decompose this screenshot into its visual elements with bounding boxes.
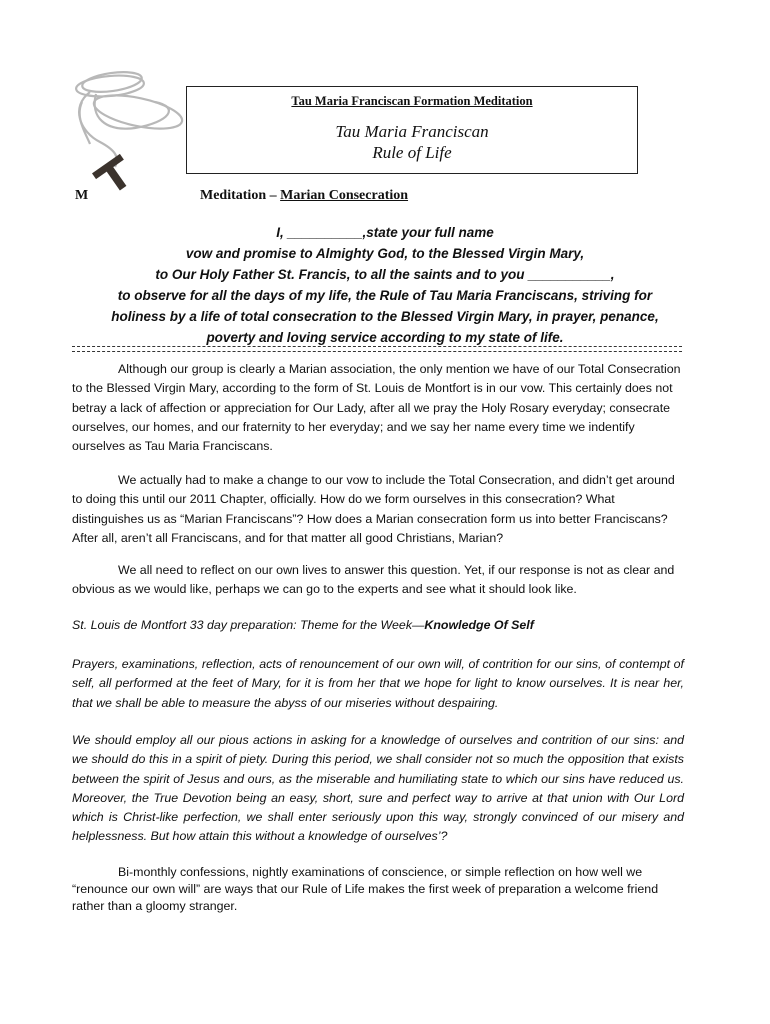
meditation-prefix: Meditation – <box>200 188 281 203</box>
section-letter: M <box>75 188 89 203</box>
weekly-theme <box>72 616 684 635</box>
quote-pious-actions: We should employ all our pious actions in asking for a knowledge of ourselves and contrition of our sins: and we should do this in a spirit of piety. During this period, we shall consider not so much the opposition that exists between the spirit of Jesus and ours, as the miserable and humiliating state to which our sins have reduced us. Moreover, the True Devotion being an easy, short, sure and perfect way to arrive at that union with Our Lord which is Christ-like perfection, we shall enter seriously upon this way, strongly convinced of our misery and helplessness. But how attain this without a knowledge of ourselves’? <box>72 733 684 844</box>
paragraph-reflection: We all need to reflect on our own lives to answer this question. Yet, if our response is not as clear and obvious as we would like, perhaps we can go to the experts and see what it should look like. <box>72 563 675 597</box>
formation-meditation-subtitle: Tau Maria Franciscan Formation Meditation <box>291 94 533 108</box>
vow-line: I, __________,state your full name <box>276 225 494 240</box>
vow-line: vow and promise to Almighty God, to the Blessed Virgin Mary, <box>185 246 585 261</box>
title-line-1: Tau Maria Franciscan <box>335 122 489 141</box>
theme-prefix: St. Louis de Montfort 33 day preparation: Theme for the Week— <box>72 618 425 632</box>
header-box <box>186 86 638 174</box>
section-separator <box>72 346 682 352</box>
title-line-2: Rule of Life <box>372 143 452 162</box>
vow-line: to observe for all the days of my life, the Rule of Tau Maria Franciscans, striving for <box>117 288 653 303</box>
vow-line: to Our Holy Father St. Francis, to all the saints and to you ___________, <box>155 267 615 282</box>
vow-text <box>60 222 710 348</box>
meditation-topic: Marian Consecration <box>280 188 409 203</box>
document-title <box>187 121 637 163</box>
vow-line: poverty and loving service according to my state of life. <box>206 330 564 345</box>
paragraph-marian-association: Although our group is clearly a Marian association, the only mention we have of our Total Consecration to the Blessed Virgin Mary, according to the form of St. Louis de Montfort is in our vow. This certainly does not betray a lack of affection or appreciation for Our Lady, after all we pray the Holy Rosary everyday; consecrate ourselves, our homes, and our fraternity to her everyday; and we say her name every time we indentify ourselves as Tau Maria Franciscans. <box>72 362 681 454</box>
paragraph-vow-change: We actually had to make a change to our vow to include the Total Consecration, and didn’t get around to doing this until our 2011 Chapter, officially. How do we form ourselves in this consecration? What distinguishes us as “Marian Franciscans”? How does a Marian consecration form us into better Franciscans? After all, aren’t all Franciscans, and for that matter all good Christians, Marian? <box>72 473 675 545</box>
quote-prayers: Prayers, examinations, reflection, acts of renouncement of our own will, of contrition for our sins, of contempt of self, all performed at the feet of Mary, for it is from her that we hope for light to know ourselves. It is near her, that we shall be able to measure the abyss of our miseries without despairing. <box>72 657 684 710</box>
theme-title: Knowledge Of Self <box>424 618 534 632</box>
vow-line: holiness by a life of total consecration to the Blessed Virgin Mary, in prayer, penance, <box>111 309 659 324</box>
paragraph-confessions: Bi-monthly confessions, nightly examinations of conscience, or simple reflection on how well we “renounce our own will” are ways that our Rule of Life makes the first week of preparation a welcome friend rather than a gloomy stranger. <box>72 865 659 913</box>
meditation-heading <box>200 188 408 204</box>
